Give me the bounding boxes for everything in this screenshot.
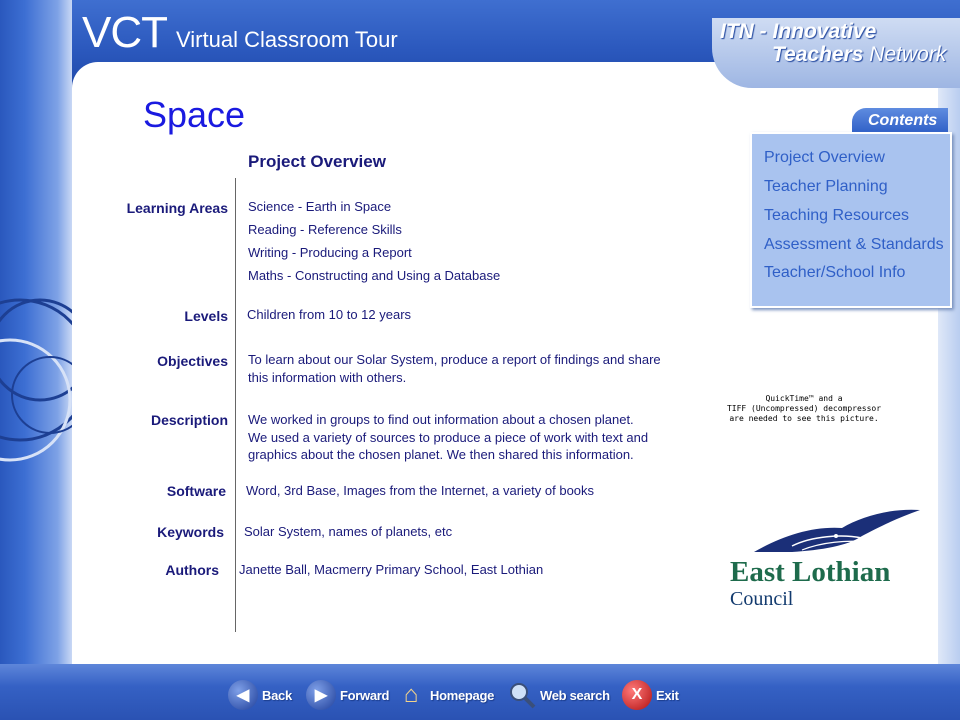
council-logo [728,504,948,614]
web-search-button[interactable] [506,678,610,712]
description-line2: We used a variety of sources to produce a piece of work with text and [248,430,649,445]
page-title: Space [143,94,246,135]
magnifier-icon [506,680,536,710]
x-icon: X [622,680,652,710]
authors-label: Authors [165,562,219,578]
left-frame [0,0,72,720]
itn-network: Network [869,43,947,66]
exit-button[interactable] [622,678,679,712]
homepage-button[interactable] [396,678,494,712]
levels-label: Levels [184,308,228,324]
divider-line [235,178,236,632]
learning-area-item: Maths - Constructing and Using a Database [248,268,501,283]
learning-area-item: Science - Earth in Space [248,199,392,214]
keywords-label: Keywords [157,524,224,540]
house-icon: ⌂ [403,681,419,708]
objectives-value-line2: this information with others. [248,370,407,385]
contents-link-teacher-planning[interactable]: Teacher Planning [764,178,888,195]
forward-label: Forward [340,687,390,703]
forward-button[interactable] [306,678,389,712]
council-name: East Lothian [730,556,891,588]
software-label: Software [166,483,226,499]
quicktime-line2: TIFF (Uncompressed) decompressor [726,404,882,413]
brand-subtitle: Virtual Classroom Tour [176,27,398,52]
objectives-value-line1: To learn about our Solar System, produce a report of findings and share [248,352,661,367]
levels-value: Children from 10 to 12 years [247,307,412,322]
description-line3: graphics about the chosen planet. We then shared this information. [248,447,634,462]
description-label: Description [150,412,228,428]
description-line1: We worked in groups to find out information about a chosen planet. [248,412,634,427]
contents-link-teaching-resources[interactable]: Teaching Resources [764,207,909,224]
objectives-label: Objectives [157,353,228,369]
learning-area-item: Writing - Producing a Report [248,245,412,260]
software-value: Word, 3rd Base, Images from the Internet, a variety of books [246,483,595,498]
brand-logo: VCT [82,8,167,57]
quicktime-placeholder [718,394,890,424]
contents-tab: Contents [852,108,948,134]
navigation-bar [224,678,694,712]
quicktime-line1: QuickTime™ and a [765,394,843,403]
contents-link-project-overview[interactable]: Project Overview [764,149,885,166]
back-button[interactable] [228,678,292,712]
learning-areas-label: Learning Areas [126,200,228,216]
keywords-value: Solar System, names of planets, etc [244,524,453,539]
circles-decoration [0,0,72,720]
contents-link-assessment[interactable]: Assessment & Standards [764,236,944,253]
forward-arrow-icon: ▶ [306,680,336,710]
bird-emblem-icon [752,506,922,556]
quicktime-line3: are needed to see this picture. [729,414,879,423]
authors-value: Janette Ball, Macmerry Primary School, East Lothian [239,562,544,577]
back-label: Back [262,687,292,703]
council-subname: Council [730,588,794,610]
web-search-label: Web search [540,687,610,703]
contents-link-school-info[interactable]: Teacher/School Info [764,264,906,281]
homepage-label: Homepage [430,687,495,703]
itn-teachers: Teachers [772,43,864,66]
section-heading: Project Overview [248,152,386,171]
itn-title-line2 [772,43,946,67]
itn-title-line1: ITN - Innovative [720,20,877,43]
learning-area-item: Reading - Reference Skills [248,222,402,237]
back-arrow-icon: ◀ [228,680,258,710]
exit-label: Exit [656,687,679,703]
